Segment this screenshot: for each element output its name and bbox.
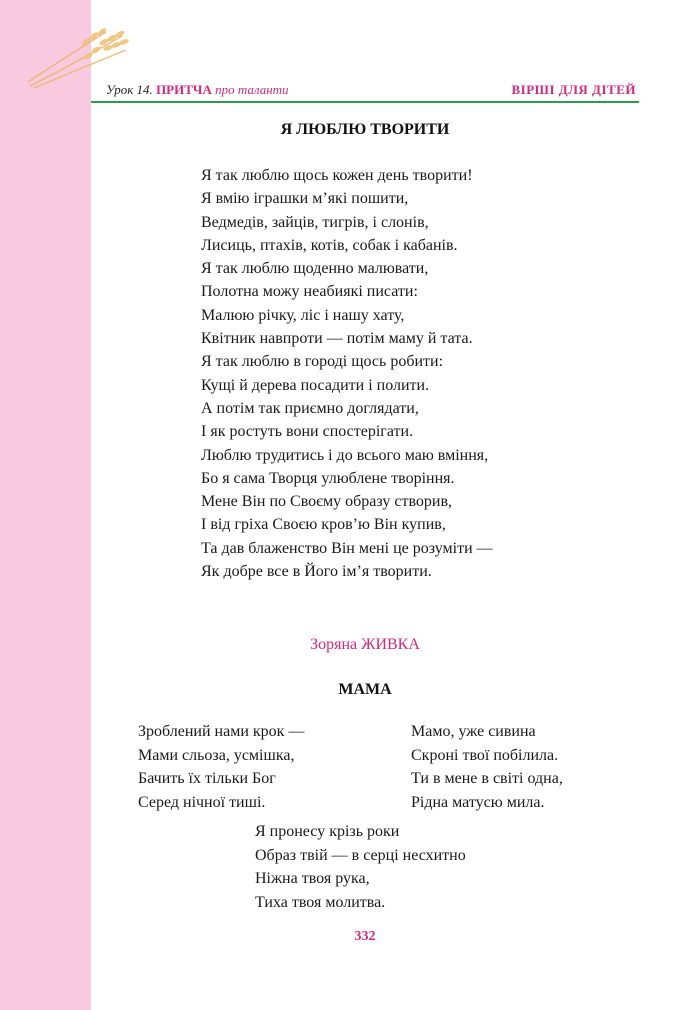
poem-line: Бачить їх тільки Бог	[138, 770, 276, 787]
poem2-title: МАМА	[338, 681, 392, 698]
poem2-stanza-bottom	[255, 820, 466, 914]
poem-line: Ніжна твоя рука,	[255, 870, 370, 887]
poem1-title: Я ЛЮБЛЮ ТВОРИТИ	[280, 121, 450, 138]
poem-line: Образ твій — в серці несхитно	[255, 846, 466, 864]
poem-line: Мене Він по Своєму образу створив,	[201, 493, 453, 511]
poem-line: Малюю річку, ліс і нашу хату,	[201, 306, 405, 324]
poem-line: Ти в мене в світі одна,	[411, 770, 563, 787]
poem-line: Та дав блаженство Він мені це розуміти —	[201, 539, 493, 557]
poem-line: Я так люблю в городі щось робити:	[201, 353, 444, 371]
poem-line: Я так люблю щоденно малювати,	[201, 260, 429, 278]
poem2-stanza-left	[138, 720, 304, 814]
poem-line: Серед нічної тиші.	[138, 793, 266, 811]
poem-line: Лисиць, птахів, котів, собак і кабанів.	[201, 236, 458, 254]
poem-line: Ведмедів, зайців, тигрів, і слонів,	[201, 213, 429, 231]
header-title-rest: про таланти	[215, 82, 289, 97]
poem-line: І як ростуть вони спостерігати.	[201, 423, 414, 441]
poem-line: А потім так приємно доглядати,	[201, 399, 419, 417]
poem-line: Зроблений нами крок —	[138, 723, 305, 740]
poem-line: Квітник навпроти — потім маму й тата.	[201, 330, 473, 348]
header-section: ВІРШІ ДЛЯ ДІТЕЙ	[511, 82, 636, 97]
poem-line: Рідна матусю мила.	[411, 793, 545, 811]
poem-line: Скроні твої побілила.	[411, 746, 559, 764]
poem-line: Як добре все в Його ім’я творити.	[201, 563, 432, 581]
side-strip	[0, 0, 91, 1010]
poem-line: Я пронесу крізь роки	[255, 823, 400, 840]
poem1-stanza	[201, 164, 493, 583]
poem-line: Я так люблю щось кожен день творити!	[201, 167, 473, 184]
poem-line: Мамо, уже сивина	[411, 723, 536, 740]
poem-line: Полотна можу неабиякі писати:	[201, 283, 418, 301]
poem-line: Кущі й дерева посадити і полити.	[201, 376, 430, 394]
page-number: 332	[354, 929, 376, 944]
poem-line: Люблю трудитись і до всього маю вміння,	[201, 446, 489, 464]
author-name: Зоряна ЖИВКА	[310, 636, 420, 653]
header-title-main: ПРИТЧА	[156, 82, 212, 97]
poem-line: Я вмію іграшки м’які пошити,	[201, 190, 409, 208]
wheat-icon	[26, 28, 130, 90]
poem-line: Тиха твоя молитва.	[255, 893, 386, 911]
poem2-stanza-right	[411, 720, 563, 814]
poem-line: Мами сльоза, усмішка,	[138, 746, 295, 764]
running-header	[106, 82, 636, 100]
header-divider	[91, 101, 639, 103]
poem-line: Бо я сама Творця улюблене творіння.	[201, 469, 455, 487]
header-lesson	[106, 82, 289, 98]
header-lesson-number: Урок 14.	[106, 82, 153, 97]
poem-line: І від гріха Своєю кров’ю Він купив,	[201, 516, 446, 534]
